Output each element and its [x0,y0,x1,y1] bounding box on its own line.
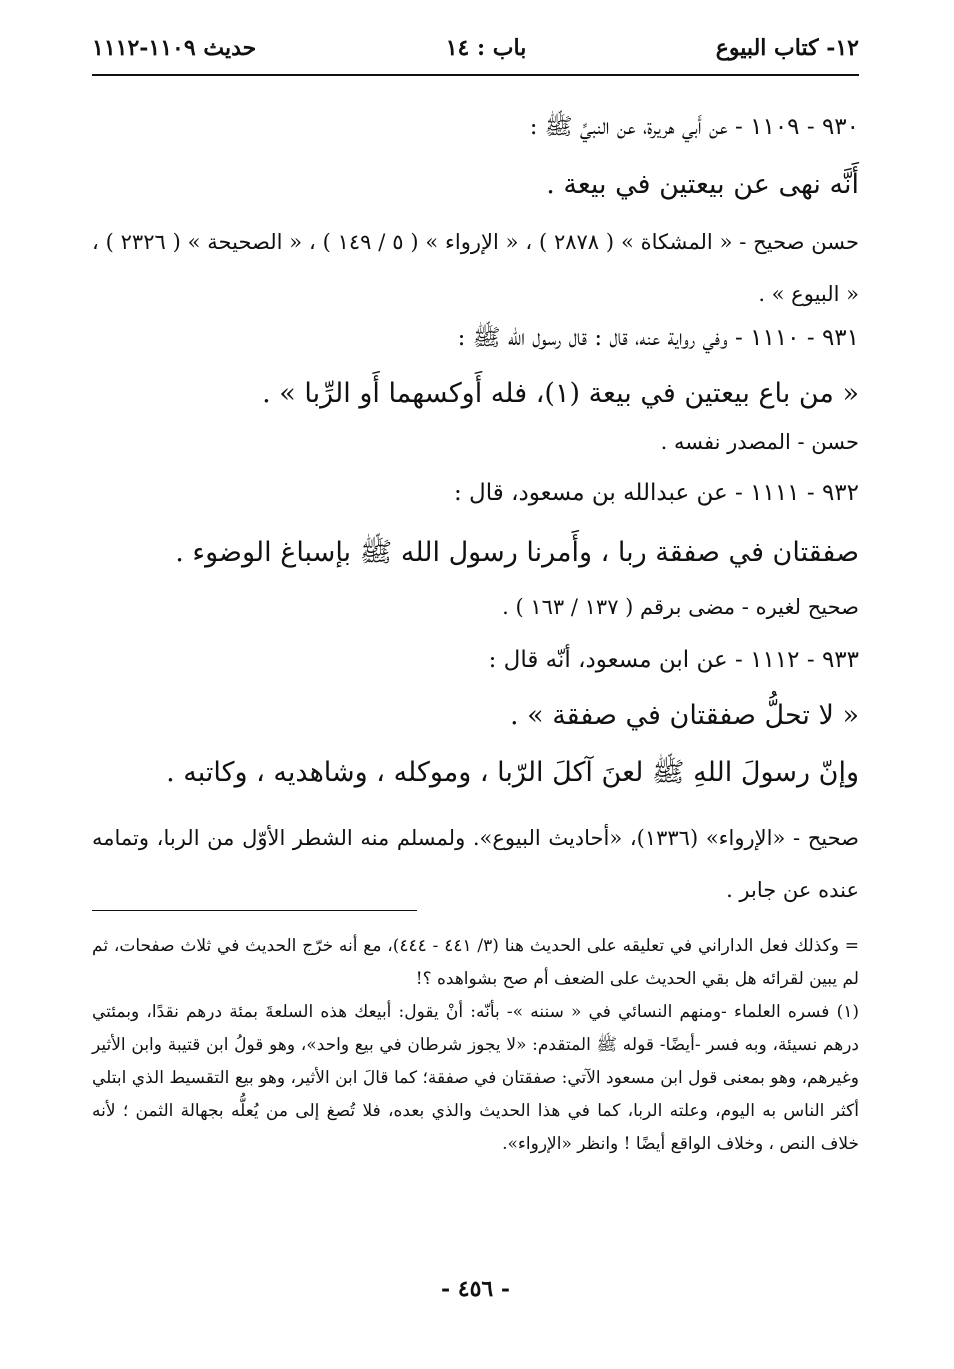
bab-number: باب : ١٤ [445,35,527,61]
hadith-matn: « لا تحلُّ صفقتان في صفقة » . [509,700,859,731]
hadith-grade: صحيح لغيره - مضى برقم ( ١٣٧ / ١٦٣ ) . [502,595,859,619]
hadith-matn: صفقتان في صفقة ربا ، وأَمرنا رسول الله ﷺ بإسباغ الوضوء . [175,537,859,568]
hadith-grade: حسن - المصدر نفسه . [660,430,859,454]
hadith-heading: ٩٣١ - ١١١٠ - وفي رواية عنه، قال : قال رسول الله ﷺ : [457,325,859,351]
hadith-matn: أَنَّه نهى عن بيعتين في بيعة . [546,169,859,200]
hadith-933 [92,649,859,672]
footnote-continuation: = وكذلك فعل الداراني في تعليقه على الحديث هنا (٣/ ٤٤١ - ٤٤٤)، مع أنه خرّج الحديث في ثلاث صفحات، ثم لم يبين لقرائه هل بقي الحديث على الضعف أم صح بشواهده ؟! [92,936,860,989]
running-header [92,28,859,68]
hadith-range: حديث ١١٠٩-١١١٢ [92,35,257,61]
footnotes [92,930,859,1161]
chapter-title: ١٢- كتاب البيوع [715,35,859,61]
hadith-matn: « من باع بيعتين في بيعة (١)، فله أَوكسهما أَو الرِّبا » . [262,378,859,409]
hadith-932 [92,482,859,505]
page-number: - ٤٥٦ - [440,1276,511,1302]
hadith-931 [92,327,859,350]
hadith-grade: صحيح - «الإرواء» (١٣٣٦)، «أحاديث البيوع». ولمسلم منه الشطر الأوّل من الربا، وتمامه عنده عن جابر . [92,826,859,902]
hadith-heading: ٩٣٠ - ١١٠٩ - عن أَبي هريرة، عن النبيِّ ﷺ : [529,114,859,140]
footnote-1: (١) فسره العلماء -ومنهم النسائي في « سننه »- بأنّه: أنْ يقول: أبيعك هذه السلعةَ بمئة درهم نقدًا، وبمئتي درهم نسيئة، وبه فسر -أيضًا- قوله ﷺ المتقدم: «لا يجوز شرطان في بيع واحد»، وهو قولُ ابن قتيبة وابن الأثير وغيرهم، وهو بمعنى قول ابن مسعود الآتي: صفقتان في صفقة؛ كما قالَ ابن الأثير، وهو بيع التقسيط الذي ابتلي أكثر الناس به اليوم، وعلته الربا، كما في هذا الحديث والذي بعده، فلا تُصغ إلى من يُعلُّه بجهالة الثمن ؛ لأنه خلاف النص ، وخلاف الواقع أيضًا ! وانظر «الإرواء». [92,1002,859,1154]
hadith-heading: ٩٣٢ - ١١١١ - عن عبدالله بن مسعود، قال : [453,480,859,506]
hadith-930 [92,116,859,139]
book-page [92,0,859,1369]
hadith-matn: وإنّ رسولَ اللهِ ﷺ لعنَ آكلَ الرّبا ، وموكله ، وشاهديه ، وكاتبه . [166,757,859,788]
footnote-rule [92,910,417,911]
hadith-grade: حسن صحيح - « المشكاة » ( ٢٨٧٨ ) ، « الإرواء » ( ٥ / ١٤٩ ) ، « الصحيحة » ( ٢٣٢٦ ) ، « البيوع » . [92,230,859,306]
hadith-heading: ٩٣٣ - ١١١٢ - عن ابن مسعود، أنّه قال : [488,647,859,673]
header-rule [92,74,859,76]
